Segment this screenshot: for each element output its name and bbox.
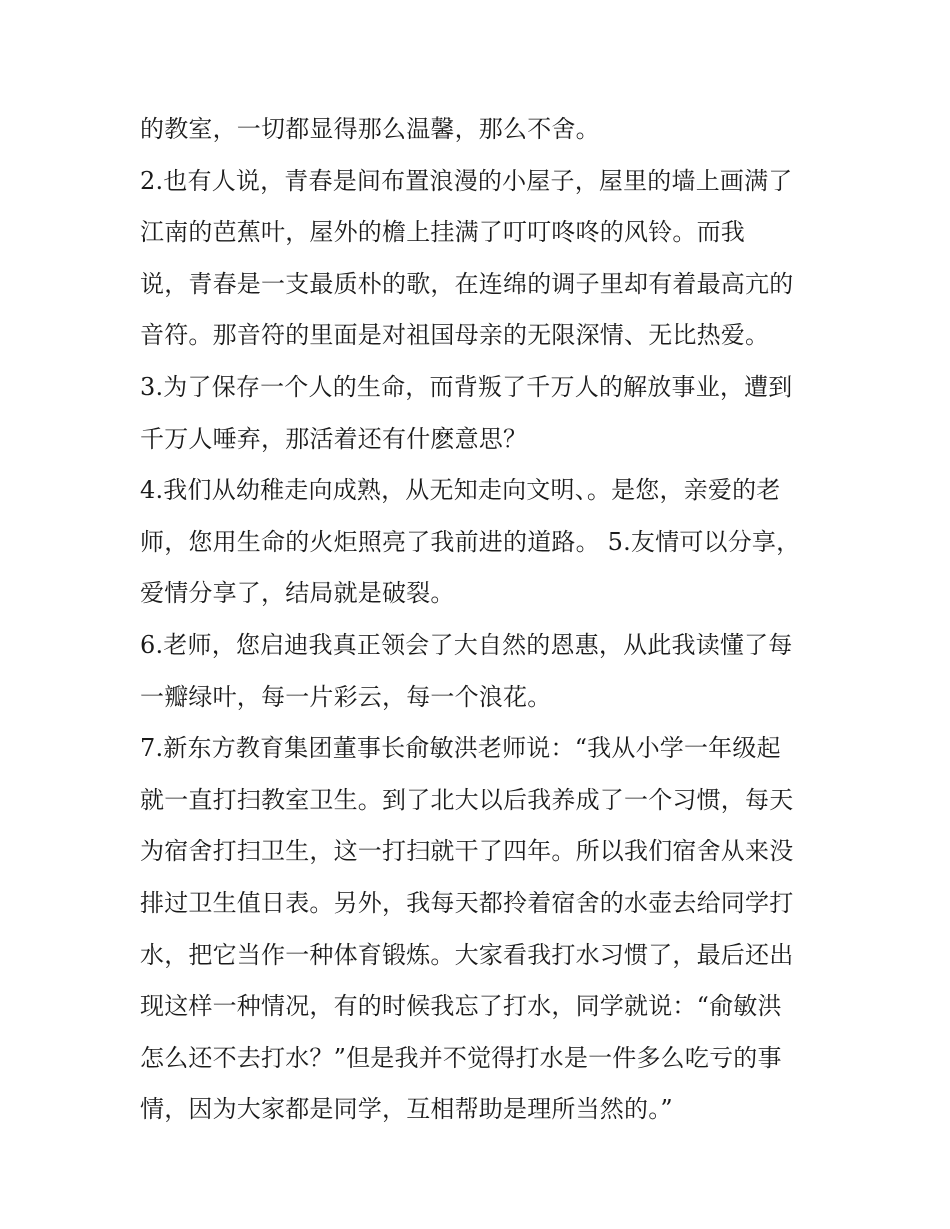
- text-line: 就一直打扫教室卫生。到了北大以后我养成了一个习惯，每天: [140, 785, 794, 814]
- text-line: 水，把它当作一种体育锻炼。大家看我打水习惯了，最后还出: [140, 940, 794, 969]
- text-line: 江南的芭蕉叶，屋外的檐上挂满了叮叮咚咚的风铃。而我: [140, 218, 745, 247]
- text-line: 2.也有人说，青春是间布置浪漫的小屋子，屋里的墙上画满了: [140, 166, 793, 195]
- text-line: 现这样一种情况，有的时候我忘了打水，同学就说：“俞敏洪: [140, 992, 782, 1021]
- text-line: 为宿舍打扫卫生，这一打扫就干了四年。所以我们宿舍从来没: [140, 837, 794, 866]
- text-line: 的教室，一切都显得那么温馨，那么不舍。: [140, 115, 600, 143]
- text-line: 一瓣绿叶，每一片彩云，每一个浪花。: [140, 682, 552, 711]
- text-line: 爱情分享了，结局就是破裂。: [140, 579, 455, 608]
- text-line: 说，青春是一支最质朴的歌，在连绵的调子里却有着最高亢的: [140, 269, 794, 298]
- text-line: 怎么还不去打水？”但是我并不觉得打水是一件多么吃亏的事: [140, 1043, 782, 1072]
- text-line: 情，因为大家都是同学，互相帮助是理所当然的。”: [140, 1095, 673, 1124]
- text-line: 4.我们从幼稚走向成熟，从无知走向文明、。是您，亲爱的老: [140, 476, 781, 505]
- text-line: 3.为了保存一个人的生命，而背叛了千万人的解放事业，遭到: [140, 372, 793, 401]
- text-line: 6.老师，您启迪我真正领会了大自然的恩惠，从此我读懂了每: [140, 630, 793, 659]
- text-line: 千万人唾弃，那活着还有什麽意思？: [140, 424, 528, 453]
- document-body: [140, 109, 830, 1141]
- text-line: 音符。那音符的里面是对祖国母亲的无限深情、无比热爱。: [140, 321, 770, 350]
- text-line: 排过卫生值日表。另外，我每天都拎着宿舍的水壶去给同学打: [140, 888, 794, 917]
- text-line: 7.新东方教育集团董事长俞敏洪老师说：“我从小学一年级起: [140, 734, 781, 763]
- text-line: 师，您用生命的火炬照亮了我前进的道路。 5.友情可以分享，: [140, 527, 801, 556]
